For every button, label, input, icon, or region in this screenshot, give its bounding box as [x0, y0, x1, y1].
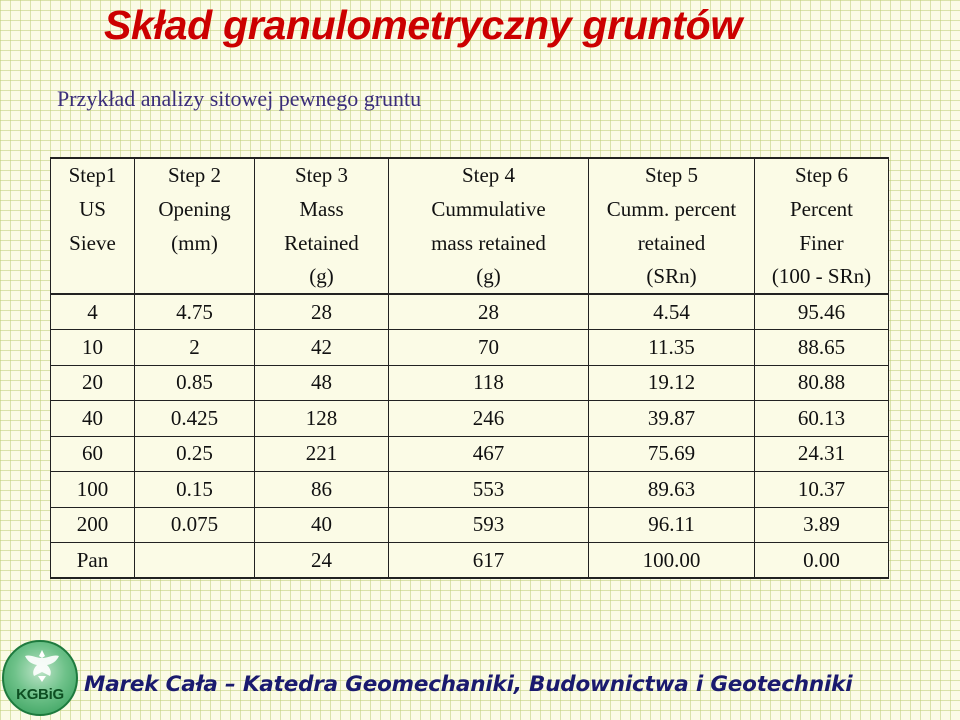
table-header-cell: retained — [589, 226, 755, 260]
table-cell: 4.75 — [135, 294, 255, 330]
table-cell: 80.88 — [755, 365, 889, 401]
table-header-cell: Step 2 — [135, 158, 255, 192]
table-header-cell: Cumm. percent — [589, 192, 755, 226]
table-row — [51, 472, 889, 508]
table-cell: 10.37 — [755, 472, 889, 508]
table-header-cell: (SRn) — [589, 260, 755, 294]
table-cell: 24 — [255, 543, 389, 579]
table-header-cell — [135, 260, 255, 294]
table-cell: 100.00 — [589, 543, 755, 579]
table-cell: 0.425 — [135, 401, 255, 437]
table-cell — [135, 543, 255, 579]
table-row — [51, 365, 889, 401]
table-cell: 593 — [389, 507, 589, 543]
sieve-analysis-table — [50, 157, 889, 579]
table-cell: 4.54 — [589, 294, 755, 330]
table-cell: 246 — [389, 401, 589, 437]
table-header-cell: Percent — [755, 192, 889, 226]
table-cell: 40 — [255, 507, 389, 543]
table-cell: 28 — [255, 294, 389, 330]
table-row — [51, 294, 889, 330]
table-row — [51, 330, 889, 366]
table-header-cell: Step 4 — [389, 158, 589, 192]
footer — [0, 636, 960, 720]
table-cell: 70 — [389, 330, 589, 366]
table-cell: 200 — [51, 507, 135, 543]
table-cell: 128 — [255, 401, 389, 437]
table-header-row — [51, 158, 889, 192]
table-header-cell: Opening — [135, 192, 255, 226]
table-header-row — [51, 192, 889, 226]
table-cell: 0.00 — [755, 543, 889, 579]
table-cell: 88.65 — [755, 330, 889, 366]
table-header-cell: (mm) — [135, 226, 255, 260]
table-header-cell: Sieve — [51, 226, 135, 260]
table-cell: 3.89 — [755, 507, 889, 543]
table-cell: 467 — [389, 436, 589, 472]
table-row — [51, 507, 889, 543]
table-cell: 96.11 — [589, 507, 755, 543]
table-header-cell: mass retained — [389, 226, 589, 260]
table-header-row — [51, 260, 889, 294]
table-header-cell: Step 5 — [589, 158, 755, 192]
table-cell: 11.35 — [589, 330, 755, 366]
table-cell: Pan — [51, 543, 135, 579]
table-cell: 39.87 — [589, 401, 755, 437]
table-cell: 2 — [135, 330, 255, 366]
table-header-cell: Cummulative — [389, 192, 589, 226]
table-cell: 28 — [389, 294, 589, 330]
table-cell: 89.63 — [589, 472, 755, 508]
table-header-cell — [51, 260, 135, 294]
table-cell: 0.15 — [135, 472, 255, 508]
table-header-cell: US — [51, 192, 135, 226]
table-row — [51, 543, 889, 579]
table-header-cell: Finer — [755, 226, 889, 260]
footer-author-text: Marek Cała – Katedra Geomechaniki, Budownictwa i Geotechniki — [84, 672, 853, 697]
table-cell: 42 — [255, 330, 389, 366]
table-cell: 86 — [255, 472, 389, 508]
table-header-row — [51, 226, 889, 260]
table-cell: 95.46 — [755, 294, 889, 330]
table-cell: 10 — [51, 330, 135, 366]
table-header-cell: (100 - SRn) — [755, 260, 889, 294]
table-cell: 100 — [51, 472, 135, 508]
page-title: Skład granulometryczny gruntów — [104, 2, 742, 48]
logo-text: KGBiG — [16, 686, 64, 703]
table-cell: 118 — [389, 365, 589, 401]
table-cell: 48 — [255, 365, 389, 401]
table-header-cell: Step 6 — [755, 158, 889, 192]
table-cell: 0.85 — [135, 365, 255, 401]
table-header-cell: (g) — [255, 260, 389, 294]
table-cell: 75.69 — [589, 436, 755, 472]
kgbig-logo — [2, 640, 78, 716]
table-cell: 60 — [51, 436, 135, 472]
table-header-cell: Step 3 — [255, 158, 389, 192]
table-cell: 20 — [51, 365, 135, 401]
table-cell: 221 — [255, 436, 389, 472]
table-header-cell: Mass — [255, 192, 389, 226]
table-cell: 19.12 — [589, 365, 755, 401]
table-header-cell: (g) — [389, 260, 589, 294]
table-row — [51, 401, 889, 437]
eagle-emblem-icon — [22, 648, 62, 686]
table-header-cell: Retained — [255, 226, 389, 260]
table-row — [51, 436, 889, 472]
table-cell: 24.31 — [755, 436, 889, 472]
table-cell: 0.075 — [135, 507, 255, 543]
table-cell: 617 — [389, 543, 589, 579]
table-cell: 60.13 — [755, 401, 889, 437]
table-header-cell: Step1 — [51, 158, 135, 192]
table-cell: 0.25 — [135, 436, 255, 472]
table-cell: 4 — [51, 294, 135, 330]
table-cell: 553 — [389, 472, 589, 508]
page-subtitle: Przykład analizy sitowej pewnego gruntu — [57, 86, 422, 111]
table-cell: 40 — [51, 401, 135, 437]
